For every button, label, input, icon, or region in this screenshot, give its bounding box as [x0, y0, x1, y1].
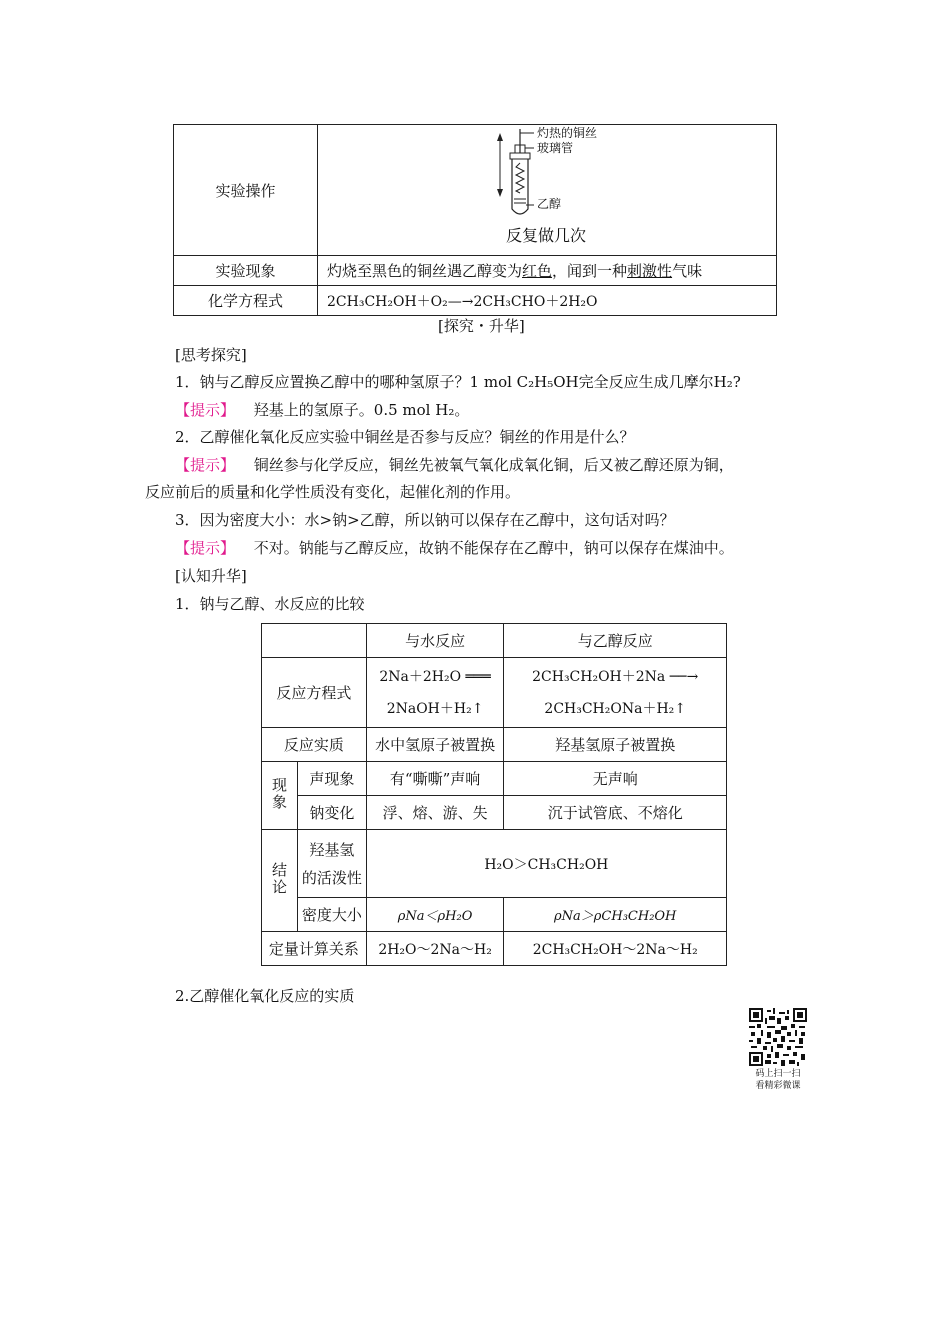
water-equation	[366, 658, 504, 728]
header-water: 与水反应	[366, 624, 504, 658]
label-phenomenon: 实验现象	[174, 256, 318, 286]
equation-cell: 2CH₃CH₂OH＋O₂—→2CH₃CHO＋2H₂O	[318, 286, 777, 316]
equation-label: 反应方程式	[262, 658, 367, 728]
label-ethanol: 乙醇	[537, 197, 562, 211]
quant-water: 2H₂O～2Na～H₂	[366, 932, 504, 966]
activity-label-line-2: 的活泼性	[301, 868, 362, 887]
essence-ethanol: 羟基氢原子被置换	[504, 728, 727, 762]
tip-label: 【提示】	[175, 401, 236, 419]
label-operation: 实验操作	[174, 125, 318, 256]
activity-label	[297, 830, 366, 898]
qr-caption	[742, 1068, 814, 1092]
density-label: 密度大小	[297, 898, 366, 932]
quant-ethanol: 2CH₃CH₂OH～2Na～H₂	[504, 932, 727, 966]
question-3: 3．因为密度大小：水>钠>乙醇，所以钠可以保存在乙醇中，这句话对吗？	[175, 511, 675, 529]
comparison-table	[261, 623, 727, 966]
sound-ethanol: 无声响	[504, 762, 727, 796]
question-2: 2．乙醇催化氧化反应实验中铜丝是否参与反应？铜丝的作用是什么？	[175, 428, 635, 446]
answer-3-text: 不对。钠能与乙醇反应，故钠不能保存在乙醇中，钠可以保存在煤油中。	[253, 539, 734, 557]
qr-code-icon[interactable]	[749, 1008, 807, 1066]
essence-water: 水中氢原子被置换	[366, 728, 504, 762]
answer-2-text: 铜丝参与化学反应，铜丝先被氧气氧化成氧化铜，后又被乙醇还原为铜，	[253, 456, 734, 474]
header-ethanol: 与乙醇反应	[504, 624, 727, 658]
phenomenon-text-1: 灼烧至黑色的铜丝遇乙醇变为	[327, 262, 523, 280]
answer-1-text: 羟基上的氢原子。0.5 mol H₂。	[253, 401, 470, 419]
question-1: 1．钠与乙醇反应置换乙醇中的哪种氢原子？1 mol C₂H₅OH完全反应生成几摩尔H₂?	[175, 373, 741, 391]
sodium-ethanol: 沉于试管底、不熔化	[504, 796, 727, 830]
phenomenon-text-2: ，闻到一种	[552, 262, 628, 280]
operation-caption: 反复做几次	[506, 226, 587, 245]
water-eq-line-2: 2NaOH＋H₂↑	[386, 700, 484, 717]
section-title: [探究・升华]	[438, 317, 525, 335]
answer-3	[175, 537, 734, 558]
phenomenon-pungent: 刺激性	[627, 262, 673, 280]
ethanol-eq-line-1: 2CH₃CH₂OH＋2Na ──→	[532, 668, 699, 685]
phenomenon-text-3: 气味	[672, 262, 703, 280]
header-empty	[262, 624, 367, 658]
answer-2-cont: 反应前后的质量和化学性质没有变化，起催化剂的作用。	[145, 483, 521, 501]
think-title: [思考探究]	[175, 346, 247, 364]
water-eq-line-1: 2Na＋2H₂O ═══	[379, 668, 491, 685]
phenomenon-cell	[318, 256, 777, 286]
activity-value: H₂O＞CH₃CH₂OH	[366, 830, 726, 898]
operation-cell	[318, 125, 777, 256]
tip-label: 【提示】	[175, 539, 236, 557]
label-copper-wire: 灼热的铜丝	[537, 126, 598, 140]
conclusion-label-text: 结论	[269, 861, 288, 896]
density-ethanol: ρNa＞ρCH₃CH₂OH	[504, 898, 727, 932]
label-glass-tube: 玻璃管	[537, 141, 574, 155]
phenomenon-red: 红色	[522, 262, 553, 280]
density-water: ρNa＜ρH₂O	[366, 898, 504, 932]
conclusion-group-label	[262, 830, 298, 932]
ethanol-eq-line-2: 2CH₃CH₂ONa＋H₂↑	[544, 700, 687, 717]
answer-2	[175, 454, 734, 475]
cognition-title: [认知升华]	[175, 567, 247, 585]
sodium-water: 浮、熔、游、失	[366, 796, 504, 830]
sound-label: 声现象	[297, 762, 366, 796]
item-1-title: 1．钠与乙醇、水反应的比较	[175, 595, 365, 613]
tip-label: 【提示】	[175, 456, 236, 474]
quant-label: 定量计算关系	[262, 932, 367, 966]
qr-caption-line-1: 码上扫一扫	[755, 1069, 801, 1079]
phenomenon-group-label	[262, 762, 298, 830]
answer-1	[175, 399, 469, 420]
experiment-table	[173, 124, 777, 316]
phenomenon-label-text: 现象	[269, 776, 288, 811]
sound-water: 有“嘶嘶”声响	[366, 762, 504, 796]
qr-caption-line-2: 看精彩微课	[755, 1081, 801, 1091]
label-equation: 化学方程式	[174, 286, 318, 316]
ethanol-equation	[504, 658, 727, 728]
activity-label-line-1: 羟基氢	[309, 840, 355, 859]
item-2-title: 2.乙醇催化氧化反应的实质	[175, 987, 355, 1005]
essence-label: 反应实质	[262, 728, 367, 762]
sodium-label: 钠变化	[297, 796, 366, 830]
